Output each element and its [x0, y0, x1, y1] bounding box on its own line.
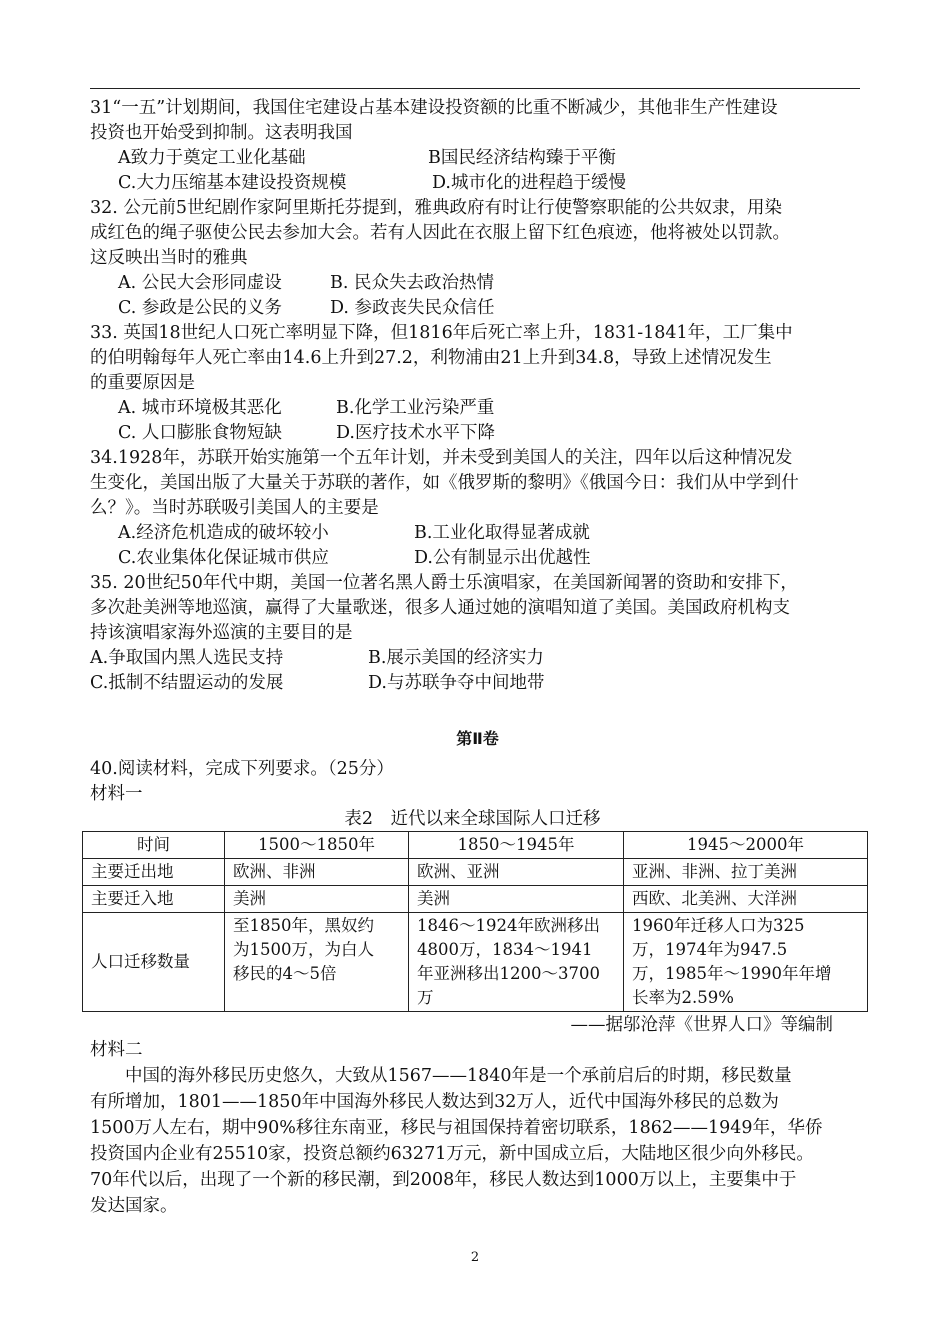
- material-2-line: 投资国内企业有25510家，投资总额约63271万元，新中国成立后，大陆地区很少向外移民。: [90, 1144, 814, 1164]
- question-31: [90, 96, 865, 196]
- table-cell: [225, 913, 409, 1012]
- table-cell: 欧洲、亚洲: [409, 859, 624, 886]
- q33-options-row-2: [90, 421, 865, 446]
- q35-option-c[interactable]: C.抵制不结盟运动的发展: [90, 673, 284, 693]
- table-cell: 主要迁出地: [83, 859, 225, 886]
- q34-option-a[interactable]: A.经济危机造成的破坏较小: [118, 523, 329, 543]
- material-2-line: 发达国家。: [90, 1196, 178, 1216]
- table-row: [83, 859, 868, 886]
- cell-line: 万，1974年为947.5: [632, 940, 788, 959]
- cell-line: 年亚洲移出1200～3700: [417, 964, 600, 983]
- q35-options-row-2: [90, 671, 865, 696]
- table-cell: [624, 913, 868, 1012]
- q35-options-row-1: [90, 646, 865, 671]
- table-row: [83, 913, 868, 1012]
- q32-stem-line-1: 32. 公元前5世纪剧作家阿里斯托芬提到，雅典政府有时让行使警察职能的公共奴隶，用染: [90, 198, 783, 218]
- table-header-cell: 时间: [83, 832, 225, 859]
- header-rule: [90, 88, 860, 89]
- cell-line: 至1850年，黑奴约: [233, 916, 374, 935]
- q35-option-b[interactable]: B.展示美国的经济实力: [368, 648, 544, 668]
- table-header-cell: 1500～1850年: [225, 832, 409, 859]
- q35-option-a[interactable]: A.争取国内黑人选民支持: [90, 648, 284, 668]
- table-source: ——据邬沧萍《世界人口》等编制: [570, 1015, 833, 1035]
- table-cell: 美洲: [225, 886, 409, 913]
- table-cell: 美洲: [409, 886, 624, 913]
- q32-option-c[interactable]: C. 参政是公民的义务: [118, 298, 282, 318]
- q35-stem-line-2: 多次赴美洲等地巡演，赢得了大量歌迷，很多人通过她的演唱知道了美国。美国政府机构支: [90, 598, 790, 618]
- q34-stem-line-1: 34.1928年，苏联开始实施第一个五年计划，并未受到美国人的关注，四年以后这种情况发: [90, 448, 793, 468]
- material-2-text: [90, 1063, 865, 1219]
- q33-option-c[interactable]: C. 人口膨胀食物短缺: [118, 423, 282, 443]
- q32-stem-line-2: 成红色的绳子驱使公民去参加大会。若有人因此在衣服上留下红色痕迹，他将被处以罚款。: [90, 223, 790, 243]
- q31-stem-line-1: 31“一五”计划期间，我国住宅建设占基本建设投资额的比重不断减少，其他非生产性建设: [90, 98, 778, 118]
- q33-option-b[interactable]: B.化学工业污染严重: [336, 398, 495, 418]
- q34-option-d[interactable]: D.公有制显示出优越性: [414, 548, 591, 568]
- material-2-line: 中国的海外移民历史悠久，大致从1567——1840年是一个承前启后的时期，移民数量: [125, 1066, 792, 1086]
- table-cell: 亚洲、非洲、拉丁美洲: [624, 859, 868, 886]
- question-40: [90, 757, 865, 1219]
- q33-stem-line-3: 的重要原因是: [90, 373, 195, 393]
- q34-options-row-1: [90, 521, 865, 546]
- cell-line: 为1500万，为白人: [233, 940, 374, 959]
- q33-option-a[interactable]: A. 城市环境极其恶化: [118, 398, 282, 418]
- question-35: [90, 571, 865, 696]
- q32-option-a[interactable]: A. 公民大会形同虚设: [118, 273, 282, 293]
- table-cell: 主要迁入地: [83, 886, 225, 913]
- q35-stem-line-1: 35. 20世纪50年代中期，美国一位著名黑人爵士乐演唱家，在美国新闻署的资助和安排下，: [90, 573, 798, 593]
- q31-option-c[interactable]: C.大力压缩基本建设投资规模: [118, 173, 347, 193]
- q35-stem-line-3: 持该演唱家海外巡演的主要目的是: [90, 623, 353, 643]
- q32-options-row-1: [90, 271, 865, 296]
- cell-line: 长率为2.59%: [632, 988, 734, 1007]
- table-cell: 西欧、北美洲、大洋洲: [624, 886, 868, 913]
- cell-line: 移民的4～5倍: [233, 964, 337, 983]
- table-header-cell: 1945～2000年: [624, 832, 868, 859]
- question-32: [90, 196, 865, 321]
- q33-option-d[interactable]: D.医疗技术水平下降: [336, 423, 495, 443]
- q33-options-row-1: [90, 396, 865, 421]
- material-2-line: 有所增加，1801——1850年中国海外移民人数达到32万人，近代中国海外移民的总数为: [90, 1092, 779, 1112]
- q31-option-d[interactable]: D.城市化的进程趋于缓慢: [432, 173, 626, 193]
- cell-line: 1960年迁移人口为325: [632, 916, 805, 935]
- cell-line: 万，1985年～1990年年增: [632, 964, 832, 983]
- material-2-label: 材料二: [90, 1040, 143, 1060]
- table-cell: [409, 913, 624, 1012]
- table-header-row: [83, 832, 868, 859]
- material-2-line: 1500万人左右，期中90%移往东南亚，移民与祖国保持着密切联系，1862——1949年，华侨: [90, 1118, 823, 1138]
- material-1-label: 材料一: [90, 784, 143, 804]
- cell-line: 1846～1924年欧洲移出: [417, 916, 600, 935]
- table-header-cell: 1850～1945年: [409, 832, 624, 859]
- material-2-line: 70年代以后，出现了一个新的移民潮，到2008年，移民人数达到1000万以上，主要集中于: [90, 1170, 797, 1190]
- q32-option-b[interactable]: B. 民众失去政治热情: [330, 273, 494, 293]
- q31-option-a[interactable]: A致力于奠定工业化基础: [118, 148, 306, 168]
- q31-options-row-2: [90, 171, 865, 196]
- q33-stem-line-1: 33. 英国18世纪人口死亡率明显下降，但1816年后死亡率上升，1831-1841年，工厂集中: [90, 323, 793, 343]
- table-caption: 表2 近代以来全球国际人口迁移: [344, 809, 601, 829]
- migration-table: [82, 831, 868, 1012]
- q31-option-b[interactable]: B国民经济结构臻于平衡: [428, 148, 616, 168]
- table-row: [83, 886, 868, 913]
- q33-stem-line-2: 的伯明翰每年人死亡率由14.6上升到27.2，利物浦由21上升到34.8，导致上述情况发生: [90, 348, 772, 368]
- q31-options-row-1: [90, 146, 865, 171]
- q34-options-row-2: [90, 546, 865, 571]
- q34-stem-line-2: 生变化，美国出版了大量关于苏联的著作，如《俄罗斯的黎明》《俄国今日：我们从中学到什: [90, 473, 799, 493]
- section-2-title: 第Ⅱ卷: [456, 729, 499, 748]
- table-cell: 欧洲、非洲: [225, 859, 409, 886]
- cell-line: 万: [417, 988, 434, 1007]
- q40-stem: 40.阅读材料，完成下列要求。（25分）: [90, 759, 394, 779]
- exam-page-content: [90, 96, 865, 1219]
- question-33: [90, 321, 865, 446]
- q34-stem-line-3: 么？》。当时苏联吸引美国人的主要是: [90, 498, 379, 518]
- q31-stem-line-2: 投资也开始受到抑制。这表明我国: [90, 123, 353, 143]
- q32-options-row-2: [90, 296, 865, 321]
- q32-stem-line-3: 这反映出当时的雅典: [90, 248, 248, 268]
- q34-option-c[interactable]: C.农业集体化保证城市供应: [118, 548, 329, 568]
- page-number: 2: [470, 1250, 480, 1265]
- q32-option-d[interactable]: D. 参政丧失民众信任: [330, 298, 495, 318]
- q34-option-b[interactable]: B.工业化取得显著成就: [414, 523, 590, 543]
- q35-option-d[interactable]: D.与苏联争夺中间地带: [368, 673, 545, 693]
- question-34: [90, 446, 865, 571]
- table-cell: 人口迁移数量: [83, 913, 225, 1012]
- cell-line: 4800万，1834～1941: [417, 940, 593, 959]
